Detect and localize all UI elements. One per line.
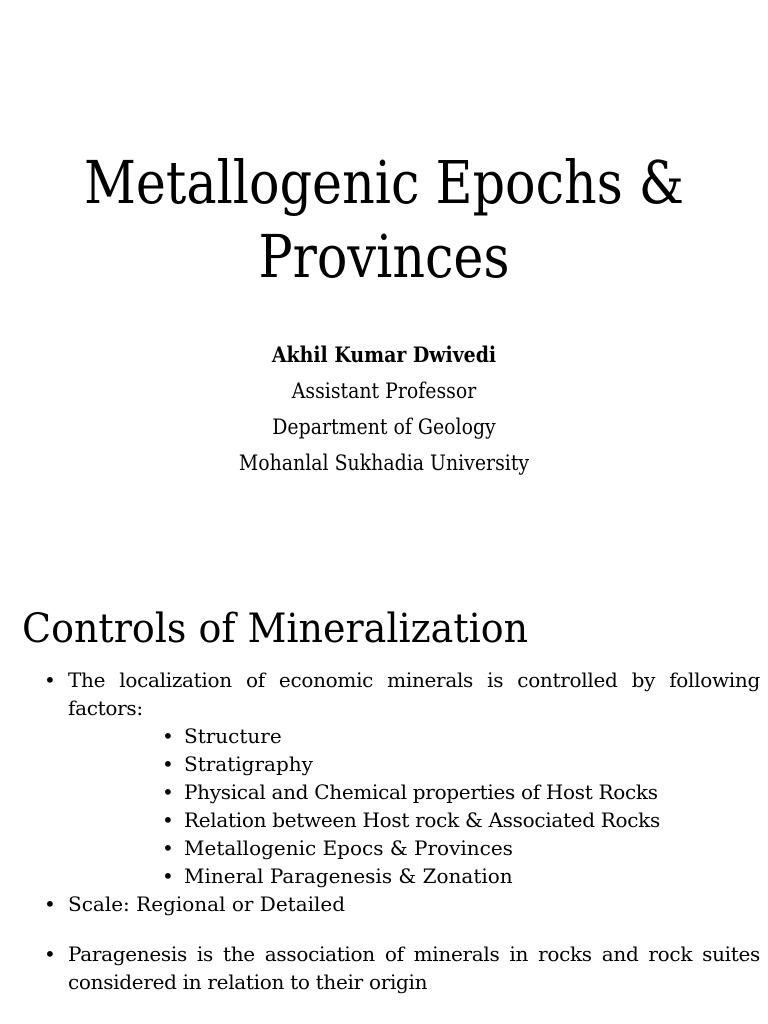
sub-bullet-item (0, 750, 768, 778)
factor-paragenesis-zonation: Mineral Paragenesis & Zonation (184, 864, 513, 888)
sub-bullet-item (0, 722, 768, 750)
bullet-icon: • (162, 864, 174, 888)
controls-slide (0, 560, 768, 1024)
bullet-text: The localization of economic minerals is controlled by following factors: (68, 668, 760, 720)
author-department: Department of Geology (272, 415, 496, 439)
author-university: Mohanlal Sukhadia University (238, 451, 530, 475)
sub-bullet-item (0, 778, 768, 806)
bullet-icon: • (44, 668, 56, 692)
spacer (0, 918, 768, 940)
bullet-item-scale (0, 890, 768, 918)
sub-bullet-item (0, 806, 768, 834)
title-line-2: Provinces (258, 222, 510, 291)
factor-host-associated-relation: Relation between Host rock & Associated Rocks (184, 808, 660, 832)
author-name: Akhil Kumar Dwivedi (271, 342, 497, 367)
factor-metallogenic-epochs: Metallogenic Epocs & Provinces (184, 836, 513, 860)
factor-stratigraphy: Stratigraphy (184, 752, 313, 776)
bullet-icon: • (44, 892, 56, 916)
bullet-text: Scale: Regional or Detailed (68, 892, 346, 916)
bullet-list (0, 666, 768, 996)
bullet-icon: • (162, 724, 174, 748)
author-position: Assistant Professor (291, 379, 477, 403)
author-block (38, 337, 729, 481)
bullet-item-intro (0, 666, 768, 722)
bullet-item-paragenesis (0, 940, 768, 996)
bullet-icon: • (162, 752, 174, 776)
bullet-icon: • (162, 808, 174, 832)
title-line-1: Metallogenic Epochs & (83, 148, 685, 217)
slide-title: Controls of Mineralization (22, 606, 529, 652)
presentation-title (54, 146, 714, 294)
sub-bullet-item (0, 862, 768, 890)
bullet-icon: • (44, 942, 56, 966)
bullet-text: Paragenesis is the association of minerals in rocks and rock suites considered in relation to their origin (68, 942, 760, 994)
sub-bullet-item (0, 834, 768, 862)
bullet-icon: • (162, 836, 174, 860)
factor-structure: Structure (184, 724, 282, 748)
factor-host-rock-properties: Physical and Chemical properties of Host Rocks (184, 780, 658, 804)
bullet-icon: • (162, 780, 174, 804)
